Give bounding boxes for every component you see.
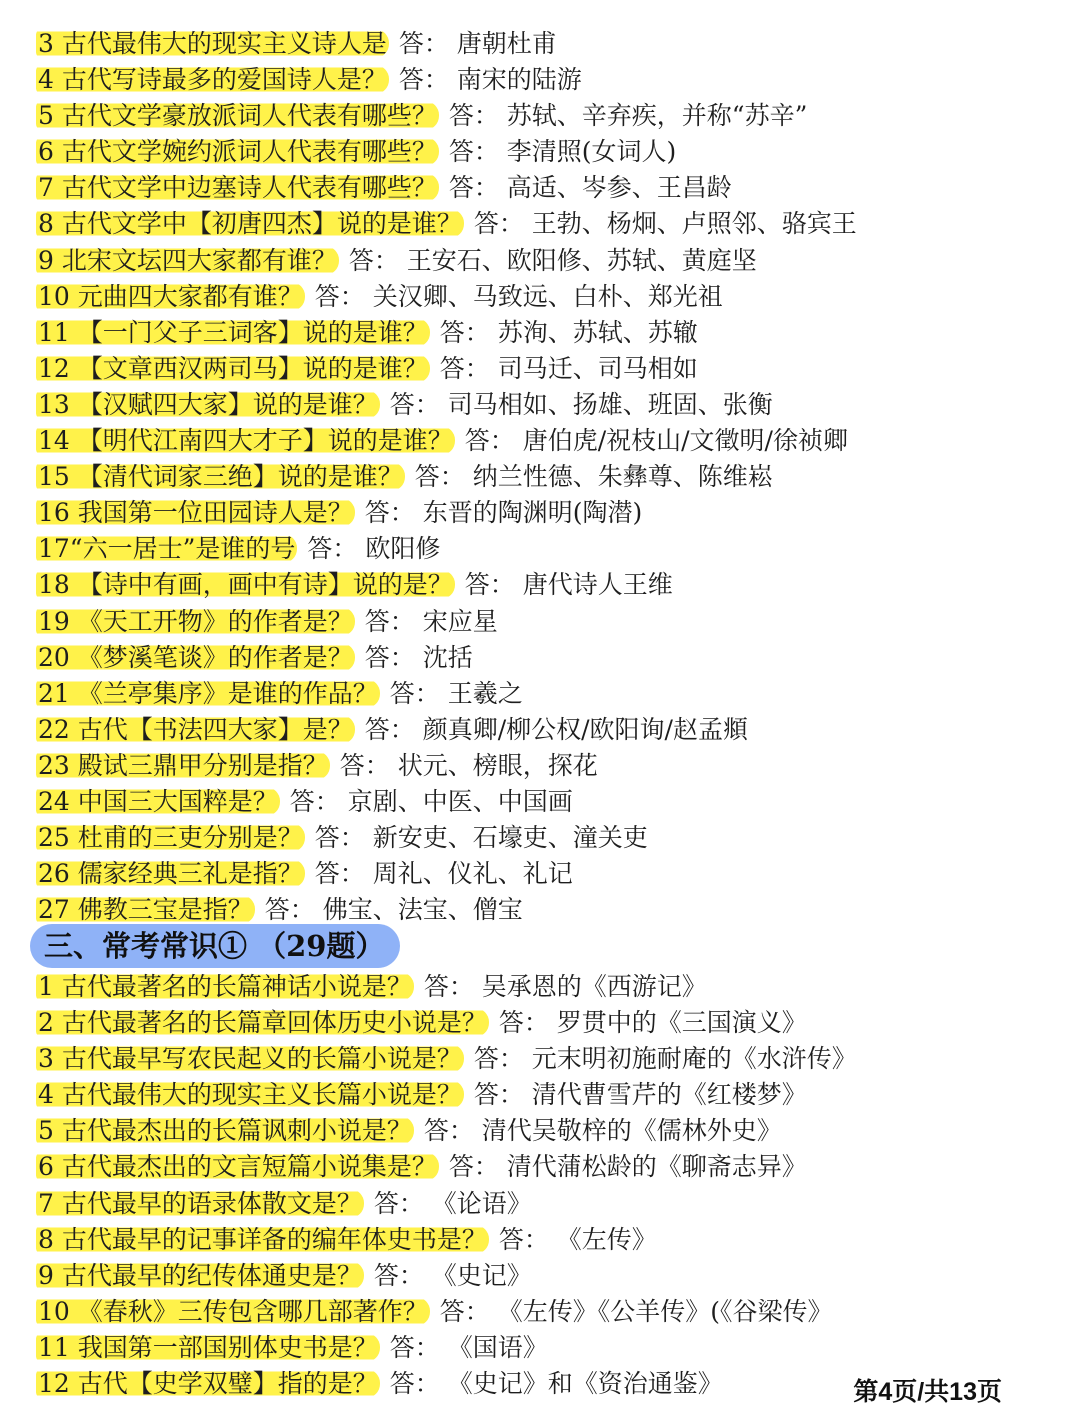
- qa-item: [36, 387, 857, 423]
- question-highlighted: 3 古代最早写农民起义的长篇小说是？: [38, 1044, 462, 1074]
- question-highlighted: 11 【一门父子三词客】说的是谁？: [38, 317, 428, 347]
- qa-item: [36, 1330, 857, 1366]
- question-highlighted: 5 古代最杰出的长篇讽刺小说是？: [38, 1116, 412, 1146]
- qa-item: [36, 784, 857, 820]
- question-highlighted: 6 古代文学婉约派词人代表有哪些？: [38, 137, 437, 167]
- answer-text: 答： 关汉卿、马致远、白朴、郑光祖: [314, 281, 723, 311]
- qa-item: [36, 531, 857, 567]
- qa-item: [36, 1113, 857, 1149]
- question-highlighted: 14 【明代江南四大才子】说的是谁？: [38, 426, 453, 456]
- question-highlighted: 7 古代文学中边塞诗人代表有哪些？: [38, 173, 437, 203]
- answer-text: 答： 清代曹雪芹的《红楼梦》: [473, 1080, 807, 1110]
- question-highlighted: 18 【诗中有画，画中有诗】说的是？: [38, 570, 453, 600]
- qa-item: [36, 567, 857, 603]
- qa-item: [36, 26, 857, 62]
- qa-item: [36, 315, 857, 351]
- qa-item: [36, 134, 857, 170]
- answer-text: 答： 王安石、欧阳修、苏轼、黄庭坚: [348, 245, 757, 275]
- answer-text: 答： 佛宝、法宝、僧宝: [264, 895, 523, 925]
- qa-item: [36, 604, 857, 640]
- question-highlighted: 11 我国第一部国别体史书是？: [38, 1332, 378, 1362]
- qa-item: [36, 748, 857, 784]
- qa-item: [36, 170, 857, 206]
- page-number: 第4页/共13页: [853, 1378, 1002, 1406]
- question-highlighted: 12 古代【史学双璧】指的是？: [38, 1369, 378, 1399]
- qa-item: [36, 712, 857, 748]
- question-highlighted: 15 【清代词家三绝】说的是谁？: [38, 462, 403, 492]
- answer-text: 答： 纳兰性德、朱彝尊、陈维崧: [414, 462, 773, 492]
- answer-text: 答： 苏轼、辛弃疾，并称“苏辛”: [448, 101, 808, 131]
- question-highlighted: 16 我国第一位田园诗人是？: [38, 498, 353, 528]
- answer-text: 答： 唐代诗人王维: [464, 570, 673, 600]
- question-highlighted: 19 《天工开物》的作者是？: [38, 606, 353, 636]
- answer-text: 答： 高适、岑参、王昌龄: [448, 173, 732, 203]
- answer-text: 答： 元末明初施耐庵的《水浒传》: [473, 1044, 857, 1074]
- answer-text: 答： 唐朝杜甫: [398, 29, 557, 58]
- question-highlighted: 20 《梦溪笔谈》的作者是？: [38, 642, 353, 672]
- answer-text: 答： 苏洵、苏轼、苏辙: [439, 317, 698, 347]
- qa-item: [36, 495, 857, 531]
- qa-item: [36, 1294, 857, 1330]
- answer-text: 答： 《论语》: [373, 1188, 532, 1218]
- answer-text: 答： 吴承恩的《西游记》: [423, 972, 707, 1001]
- qa-item: [36, 423, 857, 459]
- question-highlighted: 5 古代文学豪放派词人代表有哪些？: [38, 101, 437, 131]
- question-highlighted: 7 古代最早的语录体散文是？: [38, 1188, 362, 1218]
- qa-item: [36, 206, 857, 242]
- qa-item: [36, 1077, 857, 1113]
- answer-text: 答： 宋应星: [364, 606, 498, 636]
- question-highlighted: 3 古代最伟大的现实主义诗人是: [38, 29, 387, 58]
- qa-item: [36, 1149, 857, 1185]
- question-highlighted: 23 殿试三鼎甲分别是指？: [38, 750, 328, 780]
- answer-text: 答： 状元、榜眼，探花: [339, 750, 598, 780]
- qa-item: [36, 856, 857, 892]
- answer-text: 答： 周礼、仪礼、礼记: [314, 859, 573, 889]
- answer-text: 答： 司马相如、扬雄、班固、张衡: [389, 389, 773, 419]
- answer-text: 答： 清代蒲松龄的《聊斋志异》: [448, 1152, 807, 1182]
- question-highlighted: 10 《春秋》三传包含哪几部著作？: [38, 1296, 428, 1326]
- question-highlighted: 9 北宋文坛四大家都有谁？: [38, 245, 337, 275]
- question-highlighted: 27 佛教三宝是指？: [38, 895, 253, 925]
- answer-text: 答： 《国语》: [389, 1332, 548, 1362]
- question-highlighted: 12 【文章西汉两司马】说的是谁？: [38, 353, 428, 383]
- answer-text: 答： 王勃、杨炯、卢照邻、骆宾王: [473, 209, 857, 239]
- answer-text: 答： 李清照(女词人): [448, 137, 677, 167]
- qa-item: [36, 459, 857, 495]
- answer-text: 答： 司马迁、司马相如: [439, 353, 698, 383]
- answer-text: 答： 罗贯中的《三国演义》: [498, 1008, 807, 1038]
- question-highlighted: 4 古代最伟大的现实主义长篇小说是？: [38, 1080, 462, 1110]
- answer-text: 答： 沈括: [364, 642, 473, 672]
- answer-text: 答： 颜真卿/柳公权/欧阳询/赵孟頫: [364, 714, 748, 744]
- answer-text: 答： 新安吏、石壕吏、潼关吏: [314, 823, 648, 853]
- question-highlighted: 4 古代写诗最多的爱国诗人是？: [38, 65, 387, 95]
- section-title-pill: 三、常考常识① （29题）: [30, 924, 400, 968]
- question-highlighted: 26 儒家经典三礼是指？: [38, 859, 303, 889]
- qa-item: [36, 640, 857, 676]
- question-highlighted: 25 杜甫的三吏分别是？: [38, 823, 303, 853]
- answer-text: 答： 京剧、中医、中国画: [289, 786, 573, 816]
- answer-text: 答： 《左传》: [498, 1224, 657, 1254]
- answer-text: 答： 王羲之: [389, 678, 523, 708]
- question-highlighted: 21 《兰亭集序》是谁的作品？: [38, 678, 378, 708]
- answer-text: 答： 《史记》: [373, 1260, 532, 1290]
- question-highlighted: 2 古代最著名的长篇章回体历史小说是？: [38, 1008, 487, 1038]
- question-highlighted: 10 元曲四大家都有谁？: [38, 281, 303, 311]
- answer-text: 答： 东晋的陶渊明(陶潜): [364, 498, 643, 528]
- qa-item: [36, 98, 857, 134]
- qa-item: [36, 969, 857, 1005]
- qa-item: [36, 1222, 857, 1258]
- question-highlighted: 8 古代文学中【初唐四杰】说的是谁？: [38, 209, 462, 239]
- answer-text: 答： 唐伯虎/祝枝山/文徵明/徐祯卿: [464, 426, 848, 456]
- qa-item: [36, 243, 857, 279]
- question-highlighted: 24 中国三大国粹是？: [38, 786, 278, 816]
- qa-list-common-knowledge: [36, 969, 857, 1402]
- qa-item: [36, 892, 857, 928]
- qa-item: [36, 1186, 857, 1222]
- qa-item: [36, 676, 857, 712]
- qa-item: [36, 279, 857, 315]
- qa-item: [36, 62, 857, 98]
- qa-item: [36, 1041, 857, 1077]
- qa-item: [36, 1258, 857, 1294]
- qa-item: [36, 820, 857, 856]
- answer-text: 答： 南宋的陆游: [398, 65, 582, 95]
- question-highlighted: 17“六一居士”是谁的号: [38, 534, 296, 564]
- qa-item: [36, 351, 857, 387]
- question-highlighted: 22 古代【书法四大家】是？: [38, 714, 353, 744]
- qa-list-literature: [36, 26, 857, 928]
- qa-item: [36, 1366, 857, 1402]
- question-highlighted: 6 古代最杰出的文言短篇小说集是？: [38, 1152, 437, 1182]
- answer-text: 答： 《史记》和《资治通鉴》: [389, 1369, 723, 1399]
- question-highlighted: 1 古代最著名的长篇神话小说是？: [38, 972, 412, 1001]
- answer-text: 答： 欧阳修: [307, 534, 441, 564]
- question-highlighted: 8 古代最早的记事详备的编年体史书是？: [38, 1224, 487, 1254]
- question-highlighted: 9 古代最早的纪传体通史是？: [38, 1260, 362, 1290]
- answer-text: 答： 《左传》《公羊传》(《谷梁传》: [439, 1296, 833, 1326]
- qa-item: [36, 1005, 857, 1041]
- answer-text: 答： 清代吴敬梓的《儒林外史》: [423, 1116, 782, 1146]
- question-highlighted: 13 【汉赋四大家】说的是谁？: [38, 389, 378, 419]
